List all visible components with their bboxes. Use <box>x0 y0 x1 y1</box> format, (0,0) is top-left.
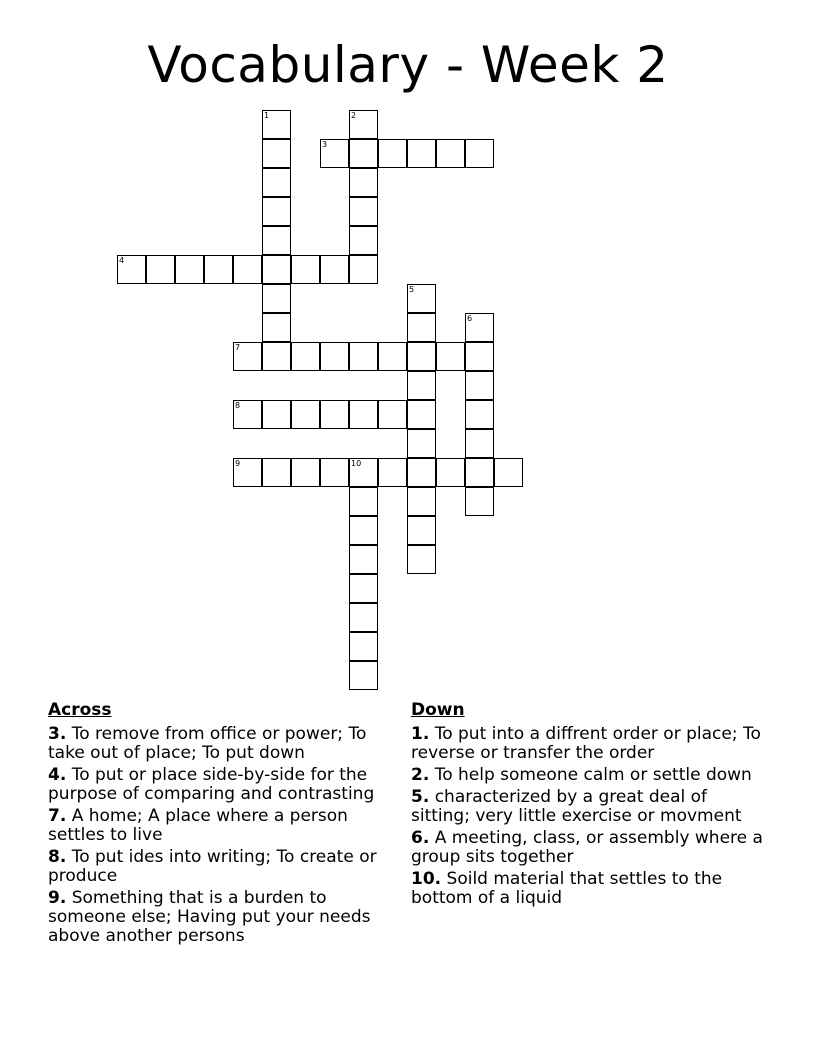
clue-number-label: 1 <box>264 111 270 120</box>
clue-number-label: 9 <box>235 459 241 468</box>
grid-cell[interactable] <box>465 458 494 487</box>
grid-cell[interactable] <box>436 458 465 487</box>
grid-cell[interactable] <box>117 255 146 284</box>
clue-down-6 <box>411 829 771 867</box>
clue-number-label: 7 <box>235 343 241 352</box>
grid-cell[interactable] <box>465 487 494 516</box>
grid-cell[interactable] <box>407 545 436 574</box>
clue-text: To remove from office or power; To take out of place; To put down <box>48 724 367 763</box>
grid-cell[interactable] <box>320 255 349 284</box>
clue-text: To put into a diffrent order or place; To reverse or transfer the order <box>411 724 761 763</box>
grid-cell[interactable] <box>349 458 378 487</box>
grid-cell[interactable] <box>349 197 378 226</box>
grid-cell[interactable] <box>465 429 494 458</box>
grid-cell[interactable] <box>262 255 291 284</box>
clue-across-9 <box>48 889 398 946</box>
grid-cell[interactable] <box>349 574 378 603</box>
clue-number: 10. <box>411 869 442 889</box>
clue-number-label: 10 <box>351 459 362 468</box>
clue-text: To put ides into writing; To create or produce <box>48 847 377 886</box>
clue-number: 1. <box>411 724 430 744</box>
clue-across-7 <box>48 807 398 845</box>
grid-cell[interactable] <box>262 400 291 429</box>
grid-cell[interactable] <box>407 342 436 371</box>
clue-number: 5. <box>411 787 430 807</box>
grid-cell[interactable] <box>349 139 378 168</box>
grid-cell[interactable] <box>436 139 465 168</box>
clue-number-label: 6 <box>467 314 473 323</box>
clue-number: 8. <box>48 847 67 867</box>
grid-cell[interactable] <box>320 400 349 429</box>
clue-number-label: 8 <box>235 401 241 410</box>
clue-text: Soild material that settles to the bottom of a liquid <box>411 869 723 908</box>
grid-cell[interactable] <box>262 226 291 255</box>
grid-cell[interactable] <box>407 487 436 516</box>
grid-cell[interactable] <box>349 400 378 429</box>
grid-cell[interactable] <box>233 342 262 371</box>
grid-cell[interactable] <box>146 255 175 284</box>
grid-cell[interactable] <box>349 110 378 139</box>
grid-cell[interactable] <box>349 255 378 284</box>
grid-cell[interactable] <box>262 284 291 313</box>
clue-number: 4. <box>48 765 67 785</box>
clue-across-8 <box>48 848 398 886</box>
clue-number-label: 4 <box>119 256 125 265</box>
clue-number: 2. <box>411 765 430 785</box>
grid-cell[interactable] <box>436 342 465 371</box>
clue-down-5 <box>411 788 771 826</box>
grid-cell[interactable] <box>262 458 291 487</box>
grid-cell[interactable] <box>349 603 378 632</box>
grid-cell[interactable] <box>291 400 320 429</box>
grid-cell[interactable] <box>465 400 494 429</box>
grid-cell[interactable] <box>262 168 291 197</box>
grid-cell[interactable] <box>262 197 291 226</box>
grid-cell[interactable] <box>378 139 407 168</box>
clue-text: A home; A place where a person settles to live <box>48 806 348 845</box>
grid-cell[interactable] <box>204 255 233 284</box>
grid-cell[interactable] <box>262 110 291 139</box>
grid-cell[interactable] <box>465 313 494 342</box>
grid-cell[interactable] <box>291 255 320 284</box>
grid-cell[interactable] <box>349 516 378 545</box>
grid-cell[interactable] <box>233 255 262 284</box>
grid-cell[interactable] <box>378 400 407 429</box>
grid-cell[interactable] <box>378 458 407 487</box>
clue-across-3 <box>48 725 398 763</box>
grid-cell[interactable] <box>175 255 204 284</box>
grid-cell[interactable] <box>233 458 262 487</box>
grid-cell[interactable] <box>465 139 494 168</box>
grid-cell[interactable] <box>291 458 320 487</box>
grid-cell[interactable] <box>320 342 349 371</box>
down-clues <box>411 701 771 911</box>
grid-cell[interactable] <box>349 168 378 197</box>
across-heading: Across <box>48 700 112 720</box>
clue-down-10 <box>411 870 771 908</box>
clue-number: 6. <box>411 828 430 848</box>
grid-cell[interactable] <box>407 400 436 429</box>
grid-cell[interactable] <box>407 371 436 400</box>
clue-number-label: 3 <box>322 140 328 149</box>
down-heading: Down <box>411 700 465 720</box>
grid-cell[interactable] <box>233 400 262 429</box>
grid-cell[interactable] <box>465 371 494 400</box>
grid-cell[interactable] <box>349 632 378 661</box>
grid-cell[interactable] <box>407 516 436 545</box>
clue-number: 3. <box>48 724 67 744</box>
clue-down-1 <box>411 725 771 763</box>
grid-cell[interactable] <box>349 226 378 255</box>
grid-cell[interactable] <box>349 487 378 516</box>
grid-cell[interactable] <box>407 458 436 487</box>
clue-text: To help someone calm or settle down <box>434 765 752 785</box>
clue-text: characterized by a great deal of sitting; very little exercise or movment <box>411 787 742 826</box>
grid-cell[interactable] <box>320 458 349 487</box>
grid-cell[interactable] <box>320 139 349 168</box>
clue-down-2 <box>411 766 771 785</box>
grid-cell[interactable] <box>378 342 407 371</box>
grid-cell[interactable] <box>407 284 436 313</box>
clue-across-4 <box>48 766 398 804</box>
grid-cell[interactable] <box>349 545 378 574</box>
clue-text: To put or place side-by-side for the purpose of comparing and contrasting <box>48 765 375 804</box>
clue-text: Something that is a burden to someone else; Having put your needs above another persons <box>48 888 371 946</box>
grid-cell[interactable] <box>465 342 494 371</box>
grid-cell[interactable] <box>262 342 291 371</box>
page-title: Vocabulary - Week 2 <box>147 36 669 94</box>
grid-cell[interactable] <box>262 139 291 168</box>
clue-number: 9. <box>48 888 67 908</box>
clue-text: A meeting, class, or assembly where a group sits together <box>411 828 763 867</box>
grid-cell[interactable] <box>349 342 378 371</box>
grid-cell[interactable] <box>349 661 378 690</box>
grid-cell[interactable] <box>407 429 436 458</box>
grid-cell[interactable] <box>494 458 523 487</box>
across-clues <box>48 701 398 949</box>
grid-cell[interactable] <box>407 139 436 168</box>
grid-cell[interactable] <box>291 342 320 371</box>
clue-number-label: 5 <box>409 285 415 294</box>
grid-cell[interactable] <box>262 313 291 342</box>
grid-cell[interactable] <box>407 313 436 342</box>
clue-number: 7. <box>48 806 67 826</box>
clue-number-label: 2 <box>351 111 357 120</box>
